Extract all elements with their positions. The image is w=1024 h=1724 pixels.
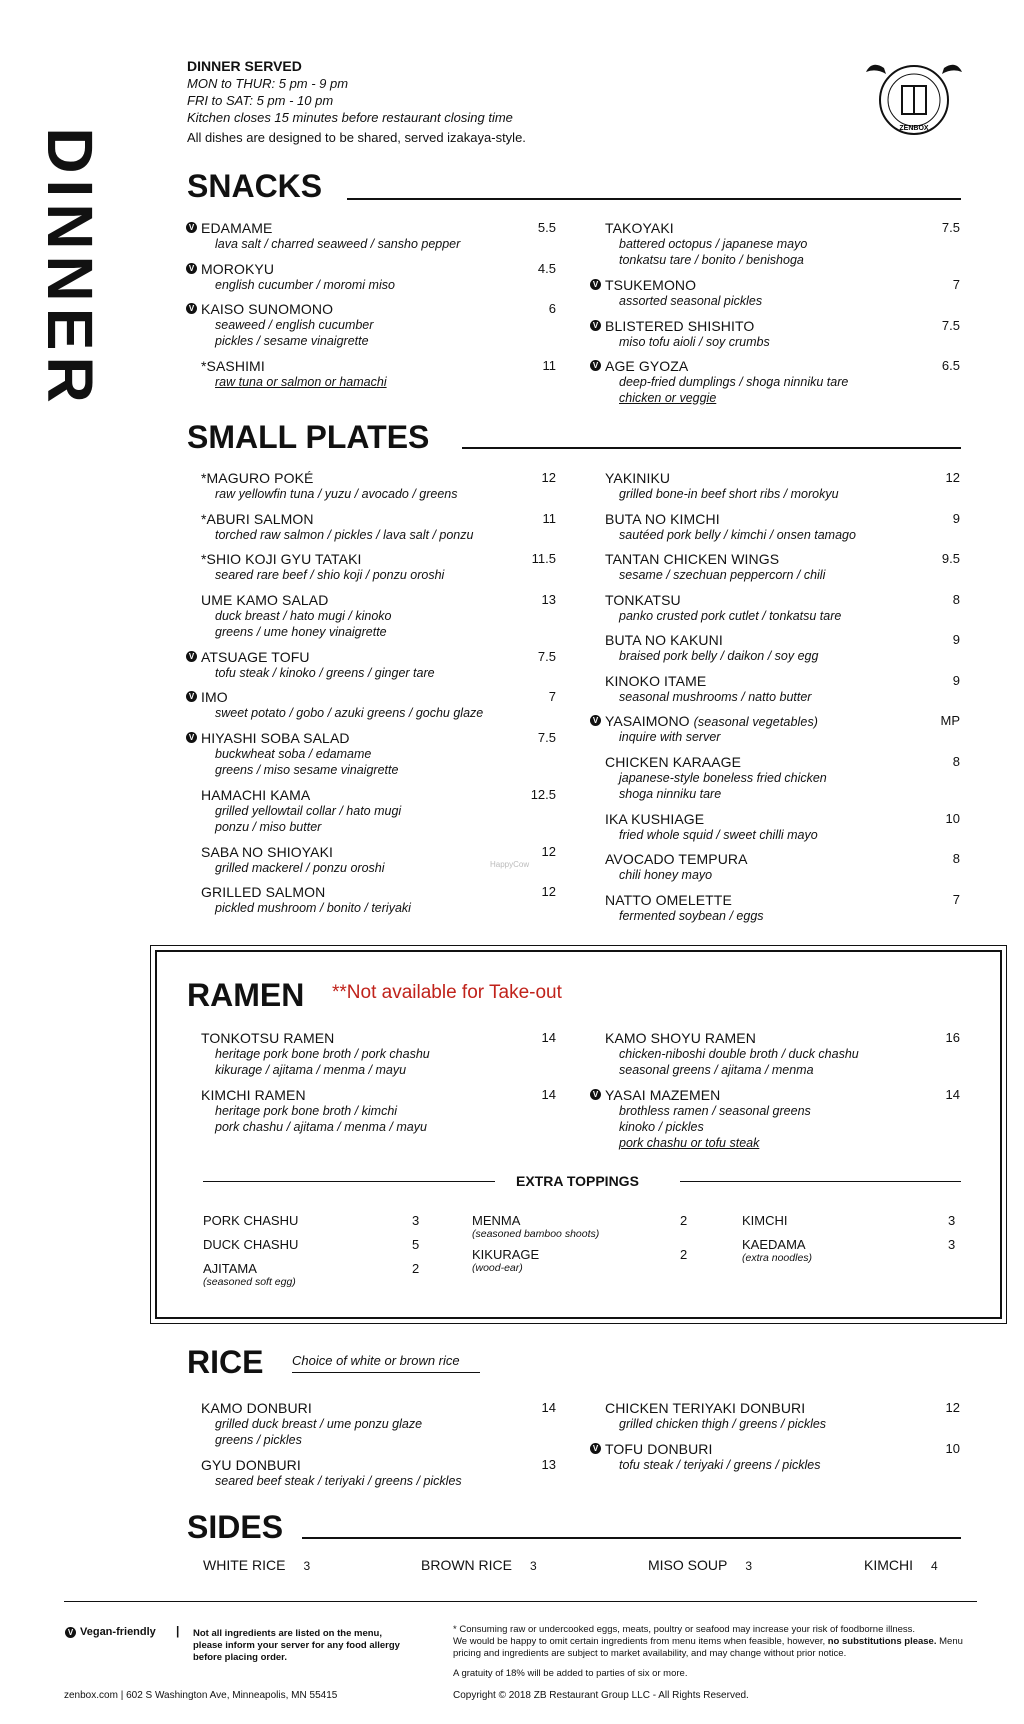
- menu-item-description: chicken-niboshi double broth / duck chashu: [619, 1047, 859, 1061]
- menu-item: [188, 301, 556, 349]
- menu-item-price: 12: [541, 884, 556, 899]
- menu-item-name: TSUKEMONO: [605, 277, 697, 293]
- menu-item-price: 5.5: [537, 220, 556, 235]
- menu-item: [605, 1400, 960, 1432]
- menu-item-name: HAMACHI KAMA: [201, 786, 311, 803]
- menu-item: [188, 689, 556, 721]
- menu-item-name: KINOKO ITAME: [605, 672, 707, 689]
- menu-item-name: EDAMAME: [201, 220, 273, 236]
- menu-item-price: 16: [945, 1030, 960, 1045]
- menu-item-description: fermented soybean / eggs: [619, 908, 764, 923]
- menu-item-name: ATSUAGE TOFU: [201, 648, 310, 665]
- menu-item-description: seasonal greens / ajitama / menma: [619, 1063, 814, 1077]
- menu-item-description: braised pork belly / daikon / soy egg: [619, 649, 819, 663]
- topping-item: KIKURAGE (wood-ear): [472, 1247, 540, 1274]
- toppings-rule-left: [203, 1181, 495, 1182]
- menu-item-description: seared rare beef / shio koji / ponzu oroshi: [215, 568, 445, 582]
- menu-item-name: KAMO SHOYU RAMEN: [605, 1030, 756, 1046]
- menu-item-description: torched raw salmon / pickles / lava salt / ponzu: [215, 527, 474, 542]
- topping-item: MENMA (seasoned bamboo shoots): [472, 1213, 600, 1240]
- menu-item-description: grilled bone-in beef short ribs / morokyu: [619, 487, 839, 501]
- menu-item: [592, 317, 960, 350]
- menu-item-name: AGE GYOZA: [605, 358, 689, 374]
- menu-item-price: 14: [541, 1400, 556, 1415]
- raw-food-disclaimer: [453, 1624, 973, 1680]
- small-plates-heading: SMALL PLATES: [187, 419, 430, 455]
- menu-item-description: grilled chicken thigh / greens / pickles: [619, 1417, 827, 1431]
- menu-item-description: chili honey mayo: [619, 868, 713, 882]
- side-item: BROWN RICE 3: [421, 1557, 537, 1573]
- menu-item-description: sesame / szechuan peppercorn / chili: [619, 568, 826, 582]
- ramen-heading: RAMEN: [187, 977, 305, 1013]
- menu-item-name: TOFU DONBURI: [605, 1440, 713, 1457]
- menu-item-price: 7.5: [941, 220, 960, 235]
- menu-item-price: 14: [541, 1030, 556, 1045]
- menu-item: [592, 1440, 960, 1473]
- menu-item-name: HIYASHI SOBA SALAD: [201, 729, 350, 746]
- menu-item-description: greens / miso sesame vinaigrette: [215, 762, 399, 777]
- menu-item-description: pickled mushroom / bonito / teriyaki: [215, 901, 411, 915]
- menu-item-description: shoga ninniku tare: [619, 786, 722, 801]
- menu-item: [188, 729, 556, 778]
- menu-item-name: TONKOTSU RAMEN: [201, 1030, 335, 1046]
- menu-item: [188, 648, 556, 681]
- menu-item-description: deep-fried dumplings / shoga ninniku tare: [619, 375, 849, 389]
- menu-item-name: *SASHIMI: [201, 358, 265, 374]
- menu-item-name: BUTA NO KIMCHI: [605, 510, 720, 527]
- allergy-note: Not all ingredients are listed on the menu, please inform your server for any food allergy before placing order.: [193, 1628, 400, 1663]
- topping-price: 5: [412, 1237, 420, 1252]
- vegan-icon: V: [186, 263, 197, 274]
- menu-item-price: 9.5: [941, 551, 960, 566]
- menu-item-description: chicken or veggie: [619, 391, 717, 405]
- menu-item-name: UME KAMO SALAD: [201, 591, 329, 608]
- menu-item: [188, 260, 556, 293]
- vegan-icon: V: [590, 1089, 601, 1100]
- topping-item: KIMCHI: [742, 1213, 788, 1228]
- vegan-icon: V: [590, 279, 601, 290]
- footer-rule: [64, 1601, 977, 1602]
- menu-item: [188, 220, 556, 252]
- menu-item-price: 8: [952, 851, 960, 866]
- vertical-dinner-title: DINNER: [34, 127, 106, 409]
- menu-item-description: pickles / sesame vinaigrette: [215, 334, 369, 348]
- menu-item-price: 10: [945, 810, 960, 826]
- menu-item-price: 7: [548, 689, 556, 704]
- takeout-notice: **Not available for Take-out: [332, 982, 562, 1003]
- menu-item: [201, 470, 556, 502]
- menu-item-description: buckwheat soba / edamame: [215, 746, 372, 761]
- menu-item-description: raw yellowfin tuna / yuzu / avocado / greens: [215, 487, 458, 501]
- vegan-icon: V: [186, 732, 197, 743]
- menu-item-price: 12: [945, 470, 960, 485]
- menu-item-description: assorted seasonal pickles: [619, 294, 763, 308]
- menu-item: [201, 1457, 556, 1489]
- menu-item-price: 7: [952, 891, 960, 907]
- menu-item-price: 7.5: [941, 317, 960, 333]
- menu-item-price: 9: [952, 672, 960, 688]
- address: zenbox.com | 602 S Washington Ave, Minneapolis, MN 55415: [64, 1690, 338, 1701]
- menu-item-price: 8: [952, 753, 960, 769]
- menu-item: [605, 811, 960, 843]
- menu-item-name: IMO: [201, 689, 228, 705]
- menu-item-price: 13: [541, 591, 556, 607]
- vegan-icon: V: [186, 651, 197, 662]
- menu-item-price: 9: [952, 510, 960, 526]
- vegan-icon: V: [186, 691, 197, 702]
- menu-item-description: brothless ramen / seasonal greens: [619, 1104, 811, 1118]
- snacks-rule: [347, 198, 961, 200]
- topping-price: 2: [412, 1261, 420, 1276]
- menu-item-description: heritage pork bone broth / pork chashu: [215, 1047, 430, 1061]
- menu-item-description: inquire with server: [619, 730, 721, 744]
- menu-item-name: YASAI MAZEMEN: [605, 1087, 721, 1103]
- menu-item-price: 11: [542, 510, 556, 526]
- copyright: Copyright © 2018 ZB Restaurant Group LLC - All Rights Reserved.: [453, 1690, 749, 1701]
- dinner-served-label: DINNER SERVED: [187, 58, 302, 74]
- gratuity-note: A gratuity of 18% will be added to parties of six or more.: [453, 1668, 688, 1679]
- hours-weekend: FRI to SAT: 5 pm - 10 pm: [187, 93, 334, 108]
- menu-item-description: pork chashu or tofu steak: [619, 1136, 760, 1150]
- menu-item-description: lava salt / charred seaweed / sansho pepper: [215, 237, 461, 251]
- menu-item-description: greens / ume honey vinaigrette: [215, 624, 387, 639]
- menu-item-description: seared beef steak / teriyaki / greens / pickles: [215, 1474, 462, 1488]
- menu-item: [605, 220, 960, 268]
- menu-item: [592, 713, 960, 745]
- menu-item-price: 10: [945, 1440, 960, 1456]
- legend-separator: |: [176, 1624, 180, 1638]
- sides-rule: [302, 1537, 961, 1539]
- menu-item-name: SABA NO SHIOYAKI: [201, 843, 334, 860]
- snacks-heading: SNACKS: [187, 168, 323, 204]
- menu-item: [605, 592, 960, 624]
- menu-item-description: fried whole squid / sweet chilli mayo: [619, 827, 818, 842]
- menu-item-description: ponzu / miso butter: [215, 819, 322, 834]
- menu-item: [201, 592, 556, 640]
- menu-item-description: raw tuna or salmon or hamachi: [215, 375, 387, 389]
- small-plates-rule: [462, 447, 961, 449]
- menu-item-name: AVOCADO TEMPURA: [605, 851, 748, 867]
- topping-item: AJITAMA (seasoned soft egg): [203, 1261, 296, 1288]
- menu-item-name: YAKINIKU: [605, 470, 671, 486]
- menu-item: [201, 787, 556, 835]
- menu-item-description: tofu steak / teriyaki / greens / pickles: [619, 1457, 821, 1472]
- menu-item-description: kinoko / pickles: [619, 1120, 704, 1134]
- menu-item-price: 14: [945, 1087, 960, 1102]
- menu-item-description: battered octopus / japanese mayo: [619, 237, 808, 251]
- menu-item-name: *ABURI SALMON: [201, 510, 314, 527]
- topping-item: DUCK CHASHU: [203, 1237, 299, 1252]
- menu-item-description: grilled duck breast / ume ponzu glaze: [215, 1417, 423, 1431]
- menu-item-name: CHICKEN KARAAGE: [605, 753, 742, 770]
- topping-price: 2: [680, 1213, 688, 1228]
- menu-item-price: 12: [541, 843, 556, 859]
- rice-heading: RICE: [187, 1344, 264, 1380]
- menu-item-price: 13: [541, 1457, 556, 1472]
- topping-price: 2: [680, 1247, 688, 1262]
- menu-item-name: BUTA NO KAKUNI: [605, 632, 723, 648]
- zenbox-logo: [864, 50, 964, 150]
- menu-item-price: 8: [952, 591, 960, 607]
- menu-item-description: seaweed / english cucumber: [215, 318, 374, 332]
- menu-item-name: TONKATSU: [605, 591, 681, 608]
- menu-item: [201, 511, 556, 543]
- menu-item-price: 6: [548, 301, 556, 316]
- extra-toppings-heading: EXTRA TOPPINGS: [516, 1173, 639, 1189]
- hours-header: [187, 58, 526, 146]
- menu-item-description: seasonal mushrooms / natto butter: [619, 689, 812, 704]
- menu-item-name: TAKOYAKI: [605, 220, 674, 236]
- disclaimer-line-1: * Consuming raw or undercooked eggs, meats, poultry or seafood may increase your risk of foodborne illness.: [453, 1624, 916, 1635]
- menu-item-name: YASAIMONO (seasonal vegetables): [605, 713, 819, 729]
- menu-item-description: grilled yellowtail collar / hato mugi: [215, 803, 402, 818]
- toppings-rule-right: [680, 1181, 961, 1182]
- menu-item-price: 7.5: [537, 648, 556, 664]
- rice-note: Choice of white or brown rice: [292, 1353, 460, 1368]
- menu-item-name: GRILLED SALMON: [201, 884, 326, 900]
- menu-item-name: NATTO OMELETTE: [605, 891, 732, 908]
- topping-item: PORK CHASHU: [203, 1213, 299, 1228]
- topping-price: 3: [412, 1213, 420, 1228]
- menu-item: [605, 632, 960, 664]
- menu-item-description: heritage pork bone broth / kimchi: [215, 1104, 398, 1118]
- menu-item-name: IKA KUSHIAGE: [605, 810, 705, 827]
- menu-item-name: KIMCHI RAMEN: [201, 1087, 306, 1103]
- disclaimer-line-2: We would be happy to omit certain ingredients from menu items when feasible, however, no substitutions please. Menu pricing and ingredients are subject to market availability, and may change without prior notice.: [453, 1636, 963, 1659]
- menu-item: [605, 673, 960, 705]
- menu-item-price: 7: [952, 277, 960, 292]
- menu-item-name: MOROKYU: [201, 260, 275, 277]
- menu-item-description: duck breast / hato mugi / kinoko: [215, 608, 392, 623]
- menu-item-price: 12.5: [530, 786, 556, 802]
- menu-item-price: MP: [940, 713, 960, 728]
- vegan-icon: V: [590, 320, 601, 331]
- menu-item-price: 12: [945, 1400, 960, 1415]
- menu-item-description: tofu steak / kinoko / greens / ginger tare: [215, 665, 435, 680]
- vegan-icon: V: [590, 715, 601, 726]
- watermark: HappyCow: [490, 860, 530, 869]
- menu-item-price: 11.5: [531, 551, 556, 566]
- sides-heading: SIDES: [187, 1509, 284, 1545]
- sharing-note: All dishes are designed to be shared, served izakaya-style.: [187, 130, 526, 145]
- logo-wordmark: ZENBOX: [899, 125, 929, 132]
- menu-item: [592, 358, 960, 406]
- menu-item: [201, 551, 556, 583]
- menu-item: [605, 511, 960, 543]
- menu-item-description: panko crusted pork cutlet / tonkatsu tare: [619, 608, 842, 623]
- menu-item-name: TANTAN CHICKEN WINGS: [605, 551, 780, 567]
- menu-item-description: grilled mackerel / ponzu oroshi: [215, 860, 385, 875]
- menu-item-name: KAMO DONBURI: [201, 1400, 312, 1416]
- menu-item-description: greens / pickles: [215, 1433, 302, 1447]
- menu-item: [201, 1400, 556, 1448]
- menu-item-price: 4.5: [537, 260, 556, 276]
- menu-item: [605, 470, 960, 502]
- topping-price: 3: [948, 1237, 956, 1252]
- menu-item-price: 6.5: [941, 358, 960, 373]
- vegan-icon: V: [186, 303, 197, 314]
- kitchen-close-note: Kitchen closes 15 minutes before restaurant closing time: [187, 110, 513, 125]
- menu-item: [605, 851, 960, 883]
- vegan-icon: V: [590, 1443, 601, 1454]
- menu-item-description: miso tofu aioli / soy crumbs: [619, 334, 770, 349]
- menu-item-name: *MAGURO POKÉ: [201, 470, 314, 486]
- side-item: WHITE RICE 3: [203, 1557, 311, 1573]
- side-item: MISO SOUP 3: [648, 1557, 753, 1573]
- menu-item-description: pork chashu / ajitama / menma / mayu: [215, 1120, 427, 1134]
- menu-item-price: 12: [541, 470, 556, 485]
- side-item: KIMCHI 4: [864, 1557, 938, 1573]
- rice-note-rule: [292, 1372, 480, 1373]
- menu-item-name: CHICKEN TERIYAKI DONBURI: [605, 1400, 806, 1416]
- vegan-legend: Vegan-friendly: [80, 1626, 156, 1638]
- menu-item: [201, 358, 556, 390]
- menu-item-description: sweet potato / gobo / azuki greens / gochu glaze: [215, 706, 484, 720]
- menu-item: [605, 892, 960, 924]
- menu-item-description: tonkatsu tare / bonito / benishoga: [619, 253, 804, 267]
- menu-item: [592, 277, 960, 309]
- menu-item-name: BLISTERED SHISHITO: [605, 317, 755, 334]
- hours-weekday: MON to THUR: 5 pm - 9 pm: [187, 76, 349, 91]
- menu-item: [605, 754, 960, 802]
- menu-item-name: KAISO SUNOMONO: [201, 301, 334, 317]
- menu-item: [201, 884, 556, 916]
- menu-item-name: *SHIO KOJI GYU TATAKI: [201, 551, 362, 567]
- menu-item-description: english cucumber / moromi miso: [215, 277, 395, 292]
- topping-item: KAEDAMA (extra noodles): [742, 1237, 813, 1264]
- menu-item: [605, 551, 960, 583]
- menu-item-price: 14: [541, 1087, 556, 1102]
- menu-item-name: GYU DONBURI: [201, 1457, 301, 1473]
- menu-item-price: 11: [542, 358, 556, 373]
- menu-item-description: sautéed pork belly / kimchi / onsen tamago: [619, 527, 856, 542]
- menu-item-price: 9: [952, 632, 960, 647]
- vegan-icon: V: [65, 1627, 76, 1638]
- vegan-icon: V: [186, 222, 197, 233]
- menu-item-price: 7.5: [537, 729, 556, 745]
- menu-item-description: japanese-style boneless fried chicken: [619, 770, 827, 785]
- vegan-icon: V: [590, 360, 601, 371]
- menu-item-description: kikurage / ajitama / menma / mayu: [215, 1063, 407, 1077]
- topping-price: 3: [948, 1213, 956, 1228]
